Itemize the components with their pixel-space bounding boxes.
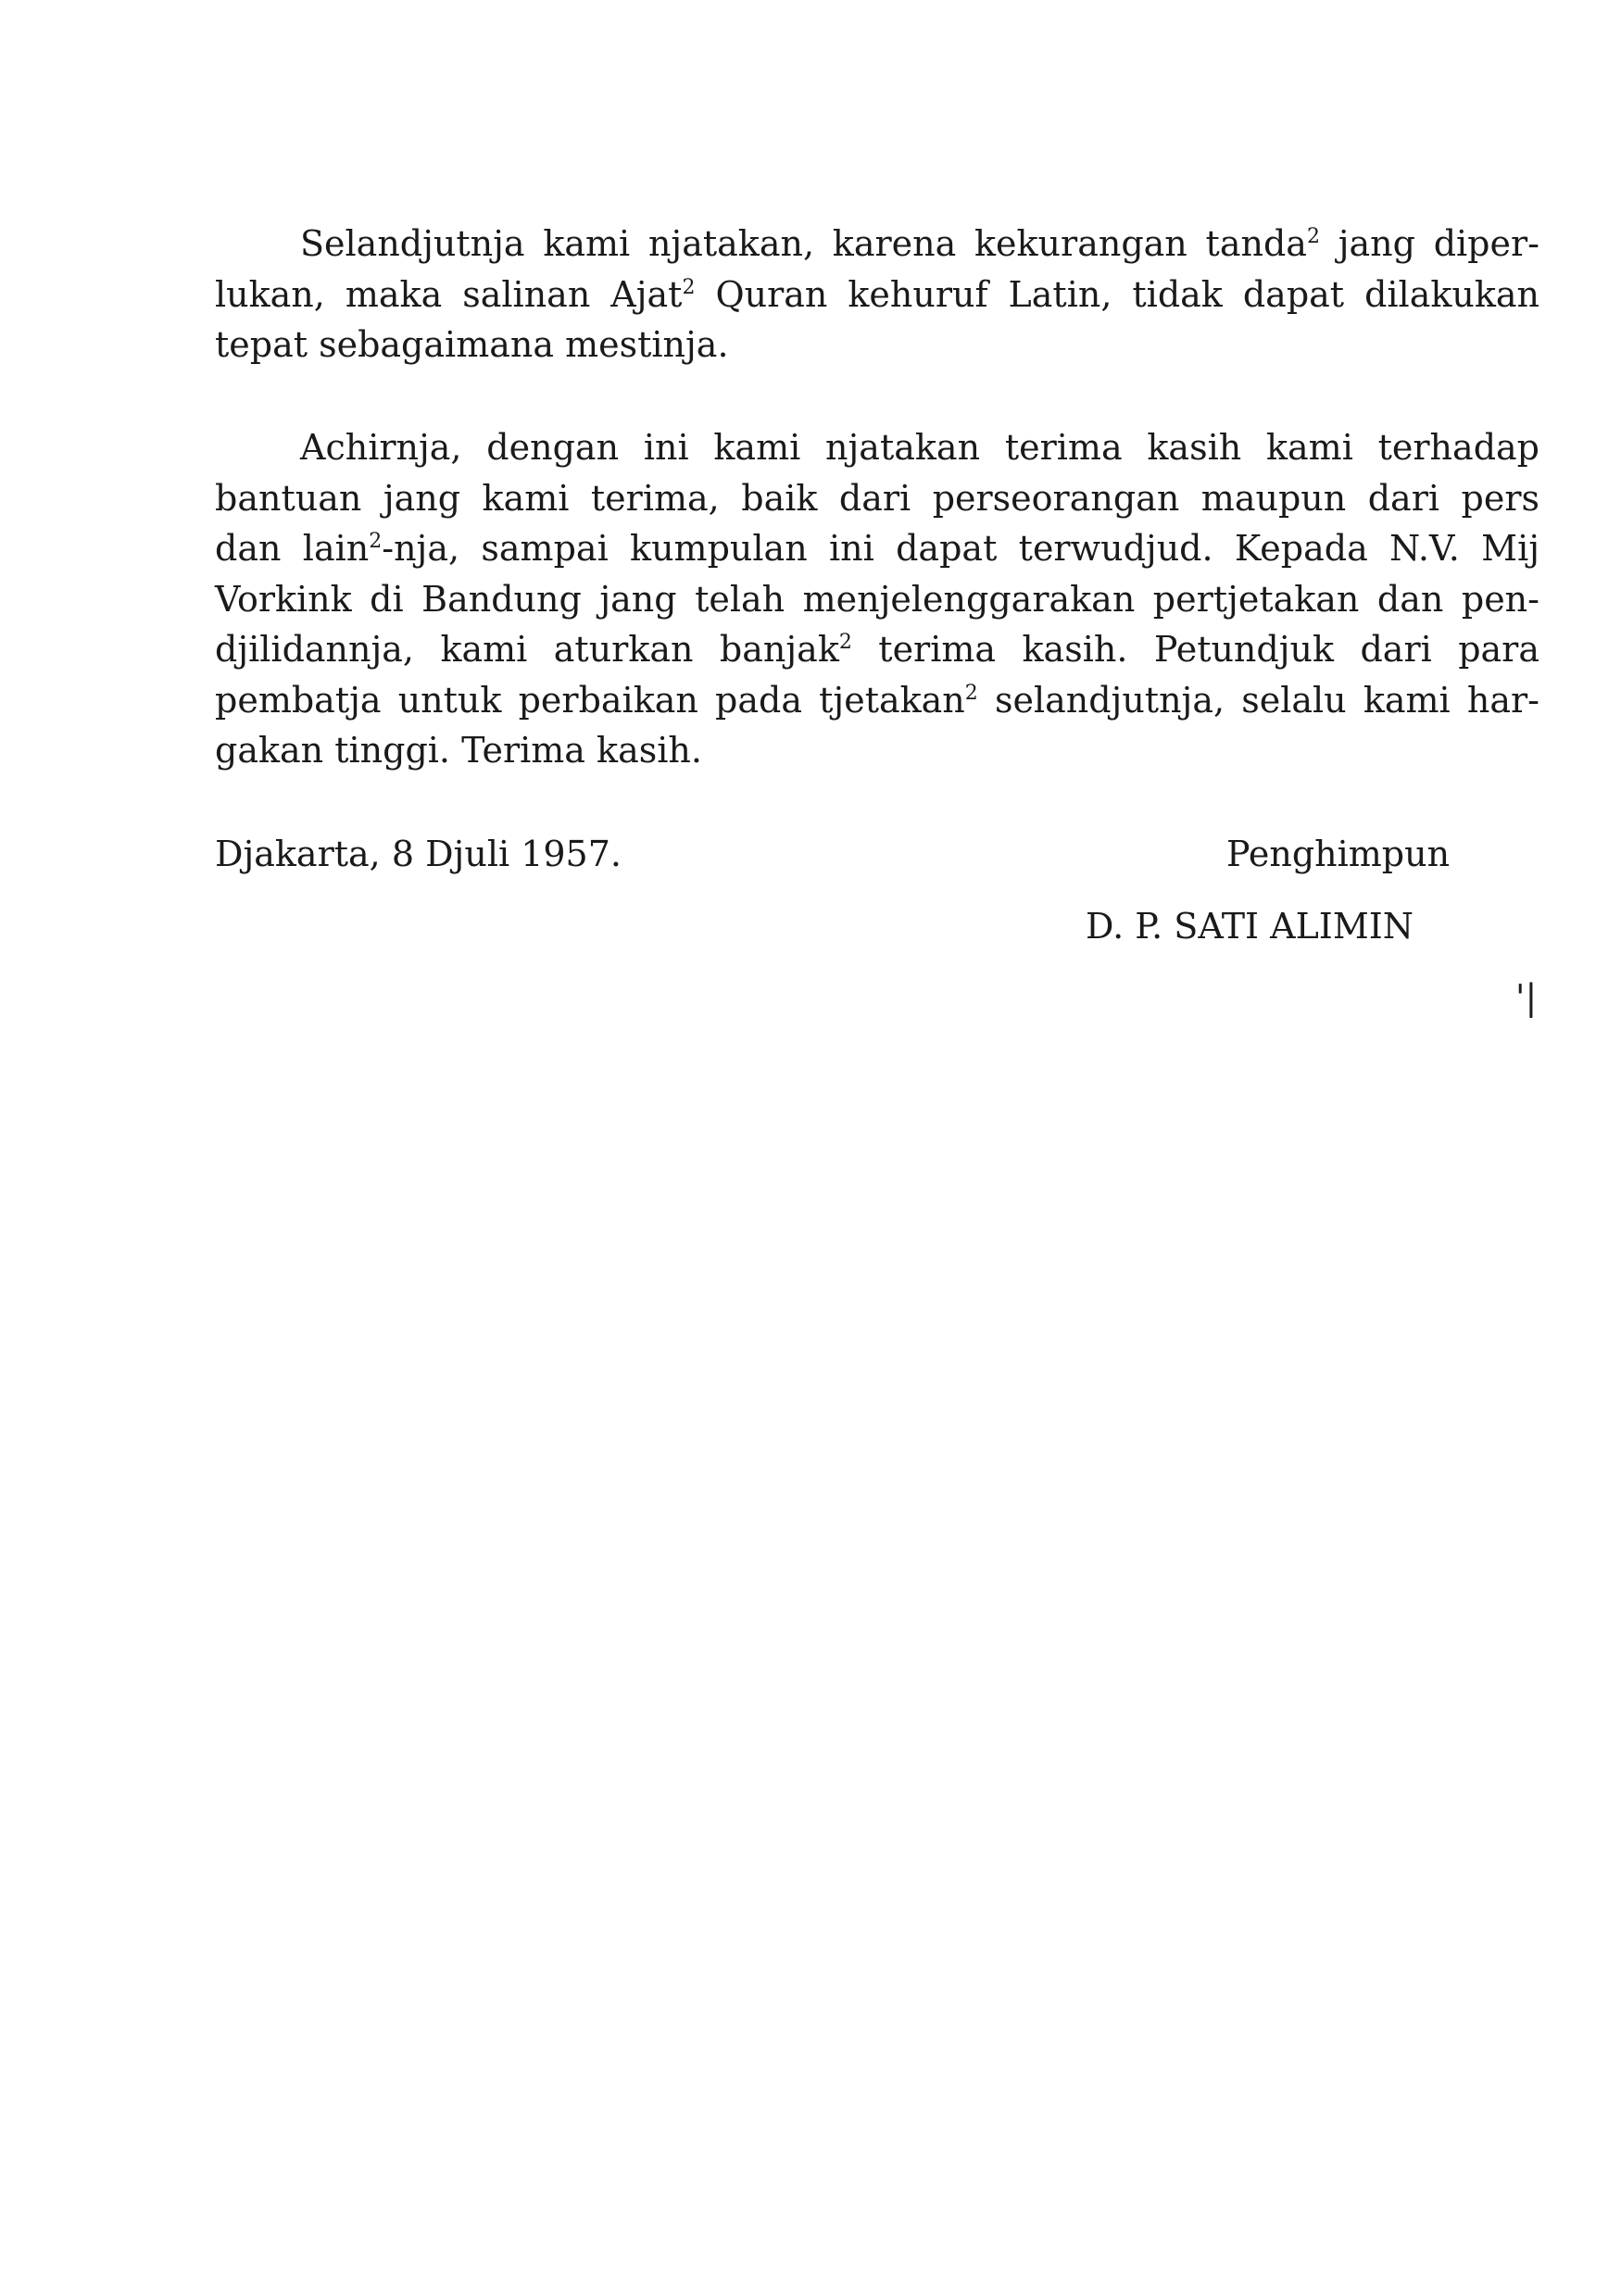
text-line: bantuan jang kami terima, baik dari perseorangan maupun dari pers — [215, 477, 1539, 519]
text-line: Selandjutnja kami njatakan, karena kekurangan tanda$^2$ jang diper- — [300, 223, 1539, 264]
text-line: pembatja untuk perbaikan pada tjetakan$^2$ selandjutnja, selalu kami har- — [215, 679, 1539, 721]
text-line: djilidannja, kami aturkan banjak$^2$ terima kasih. Petundjuk dari para — [215, 629, 1539, 670]
signer-name: D. P. SATI ALIMIN — [1086, 906, 1414, 947]
text-line: gakan tinggi. Terima kasih. — [215, 730, 702, 771]
paragraph-notice — [215, 219, 1539, 370]
text-line: Achirnja, dengan ini kami njatakan terima kasih kami terhadap — [300, 427, 1539, 468]
text-line: dan lain$^2$-nja, sampai kumpulan ini dapat terwudjud. Kepada N.V. Mij — [215, 528, 1540, 569]
page-mark: '| — [1515, 977, 1538, 1018]
text-line: lukan, maka salinan Ajat$^2$ Quran kehuruf Latin, tidak dapat dilakukan — [215, 273, 1540, 315]
text-line: Vorkink di Bandung jang telah menjelenggarakan pertjetakan dan pen- — [215, 578, 1539, 620]
paragraph-acknowledgement — [215, 422, 1539, 776]
text-line: tepat sebagaimana mestinja. — [215, 324, 729, 365]
signer-role: Penghimpun — [1226, 834, 1451, 874]
place-and-date: Djakarta, 8 Djuli 1957. — [215, 834, 622, 874]
